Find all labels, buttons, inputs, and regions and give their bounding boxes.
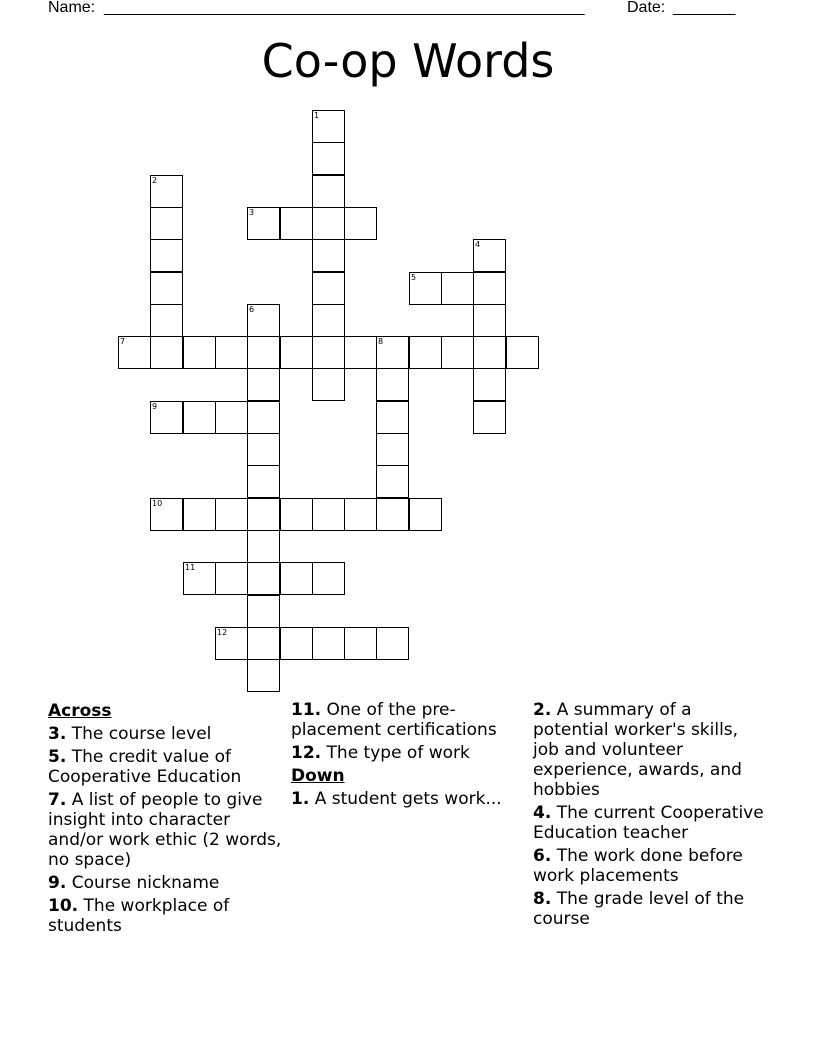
crossword-cell[interactable] <box>183 498 216 531</box>
cell-number: 9 <box>152 402 158 411</box>
cell-number: 5 <box>411 273 417 282</box>
clue-number: 7. <box>48 790 67 810</box>
crossword-cell[interactable] <box>280 207 313 240</box>
crossword-cell[interactable] <box>247 530 280 563</box>
clue-text: The credit value of Cooperative Education <box>48 747 242 787</box>
clue-number: 3. <box>48 724 67 744</box>
crossword-cell[interactable] <box>183 401 216 434</box>
crossword-cell[interactable] <box>280 336 313 369</box>
crossword-cell[interactable] <box>473 239 506 272</box>
clue-across-7 <box>48 790 284 870</box>
crossword-cell[interactable] <box>215 627 248 660</box>
crossword-cell[interactable] <box>376 368 409 401</box>
clue-across-5 <box>48 747 284 787</box>
crossword-cell[interactable] <box>344 627 377 660</box>
crossword-cell[interactable] <box>312 142 345 175</box>
crossword-cell[interactable] <box>376 433 409 466</box>
crossword-cell[interactable] <box>118 336 151 369</box>
crossword-cell[interactable] <box>247 433 280 466</box>
crossword-cell[interactable] <box>215 498 248 531</box>
crossword-cell[interactable] <box>150 336 183 369</box>
crossword-cell[interactable] <box>409 336 442 369</box>
clue-number: 2. <box>533 700 552 720</box>
date-label: Date: <box>627 0 666 16</box>
clue-across-12 <box>291 743 527 763</box>
crossword-cell[interactable] <box>473 336 506 369</box>
crossword-cell[interactable] <box>409 272 442 305</box>
crossword-cell[interactable] <box>150 401 183 434</box>
cell-number: 8 <box>378 337 384 346</box>
clue-number: 1. <box>291 789 310 809</box>
crossword-cell[interactable] <box>312 207 345 240</box>
clue-down-8 <box>533 889 769 929</box>
crossword-cell[interactable] <box>312 110 345 143</box>
clue-text: The work done before work placements <box>533 846 743 886</box>
crossword-cell[interactable] <box>473 401 506 434</box>
crossword-cell[interactable] <box>376 498 409 531</box>
date-field[interactable]: _______ <box>673 0 736 16</box>
crossword-cell[interactable] <box>376 401 409 434</box>
clue-across-3 <box>48 724 284 744</box>
cell-number: 11 <box>185 563 196 572</box>
clue-across-10 <box>48 896 284 936</box>
name-label: Name: <box>48 0 96 16</box>
crossword-cell[interactable] <box>150 239 183 272</box>
crossword-cell[interactable] <box>247 207 280 240</box>
clue-text: The course level <box>71 724 212 744</box>
crossword-cell[interactable] <box>280 562 313 595</box>
crossword-cell[interactable] <box>473 304 506 337</box>
crossword-cell[interactable] <box>344 207 377 240</box>
crossword-cell[interactable] <box>441 272 474 305</box>
crossword-cell[interactable] <box>150 498 183 531</box>
crossword-cell[interactable] <box>312 336 345 369</box>
cell-number: 7 <box>120 337 126 346</box>
clue-text: A list of people to give insight into character and/or work ethic (2 words, no space) <box>48 790 282 870</box>
clue-down-4 <box>533 803 769 843</box>
name-field[interactable]: ______________________________________________________ <box>104 0 585 16</box>
crossword-cell[interactable] <box>473 272 506 305</box>
crossword-cell[interactable] <box>506 336 539 369</box>
clue-number: 11. <box>291 700 322 720</box>
down-heading: Down <box>291 766 345 786</box>
crossword-cell[interactable] <box>247 336 280 369</box>
clues-section <box>0 700 816 1000</box>
crossword-cell[interactable] <box>473 368 506 401</box>
crossword-cell[interactable] <box>247 498 280 531</box>
cell-number: 3 <box>249 208 255 217</box>
crossword-cell[interactable] <box>247 627 280 660</box>
crossword-cell[interactable] <box>344 498 377 531</box>
clue-text: The workplace of students <box>48 896 230 936</box>
clue-text: Course nickname <box>71 873 220 893</box>
clue-number: 9. <box>48 873 67 893</box>
clues-column-3 <box>533 700 769 932</box>
cell-number: 1 <box>314 111 320 120</box>
crossword-cell[interactable] <box>247 659 280 692</box>
crossword-cell[interactable] <box>376 465 409 498</box>
clue-down-2 <box>533 700 769 800</box>
clue-number: 4. <box>533 803 552 823</box>
crossword-cell[interactable] <box>376 627 409 660</box>
crossword-cell[interactable] <box>280 498 313 531</box>
crossword-cell[interactable] <box>215 562 248 595</box>
crossword-cell[interactable] <box>312 498 345 531</box>
crossword-cell[interactable] <box>344 336 377 369</box>
clues-column-2 <box>291 700 527 812</box>
cell-number: 10 <box>152 499 163 508</box>
crossword-cell[interactable] <box>247 304 280 337</box>
clue-number: 10. <box>48 896 79 916</box>
across-heading: Across <box>48 701 112 721</box>
crossword-cell[interactable] <box>150 207 183 240</box>
cell-number: 2 <box>152 176 158 185</box>
clue-down-6 <box>533 846 769 886</box>
clue-across-9 <box>48 873 284 893</box>
clue-text: One of the pre-placement certifications <box>291 700 497 740</box>
crossword-cell[interactable] <box>312 368 345 401</box>
crossword-cell[interactable] <box>312 239 345 272</box>
crossword-cell[interactable] <box>150 304 183 337</box>
clue-text: The grade level of the course <box>533 889 745 929</box>
crossword-cell[interactable] <box>441 336 474 369</box>
crossword-cell[interactable] <box>247 401 280 434</box>
clue-down-1 <box>291 789 527 809</box>
crossword-cell[interactable] <box>247 465 280 498</box>
clue-text: The current Cooperative Education teacher <box>533 803 764 843</box>
crossword-cell[interactable] <box>409 498 442 531</box>
crossword-cell[interactable] <box>312 175 345 208</box>
crossword-cell[interactable] <box>247 368 280 401</box>
clue-number: 12. <box>291 743 322 763</box>
clue-number: 8. <box>533 889 552 909</box>
crossword-cell[interactable] <box>312 304 345 337</box>
crossword-cell[interactable] <box>376 336 409 369</box>
crossword-cell[interactable] <box>247 595 280 628</box>
crossword-cell[interactable] <box>150 272 183 305</box>
clues-column-1 <box>48 700 284 939</box>
crossword-cell[interactable] <box>312 272 345 305</box>
cell-number: 4 <box>475 240 481 249</box>
crossword-cell[interactable] <box>280 627 313 660</box>
crossword-cell[interactable] <box>183 562 216 595</box>
cell-number: 12 <box>217 628 228 637</box>
crossword-cell[interactable] <box>215 336 248 369</box>
crossword-cell[interactable] <box>183 336 216 369</box>
clue-number: 6. <box>533 846 552 866</box>
crossword-cell[interactable] <box>150 175 183 208</box>
page-title: Co-op Words <box>261 34 555 88</box>
clue-number: 5. <box>48 747 67 767</box>
clue-text: A summary of a potential worker's skills, job and volunteer experience, awards, and hobbies <box>533 700 742 800</box>
crossword-cell[interactable] <box>312 627 345 660</box>
clue-text: A student gets work... <box>314 789 502 809</box>
cell-number: 6 <box>249 305 255 314</box>
crossword-cell[interactable] <box>247 562 280 595</box>
crossword-cell[interactable] <box>215 401 248 434</box>
clue-across-11 <box>291 700 527 740</box>
crossword-cell[interactable] <box>312 562 345 595</box>
clue-text: The type of work <box>326 743 470 763</box>
